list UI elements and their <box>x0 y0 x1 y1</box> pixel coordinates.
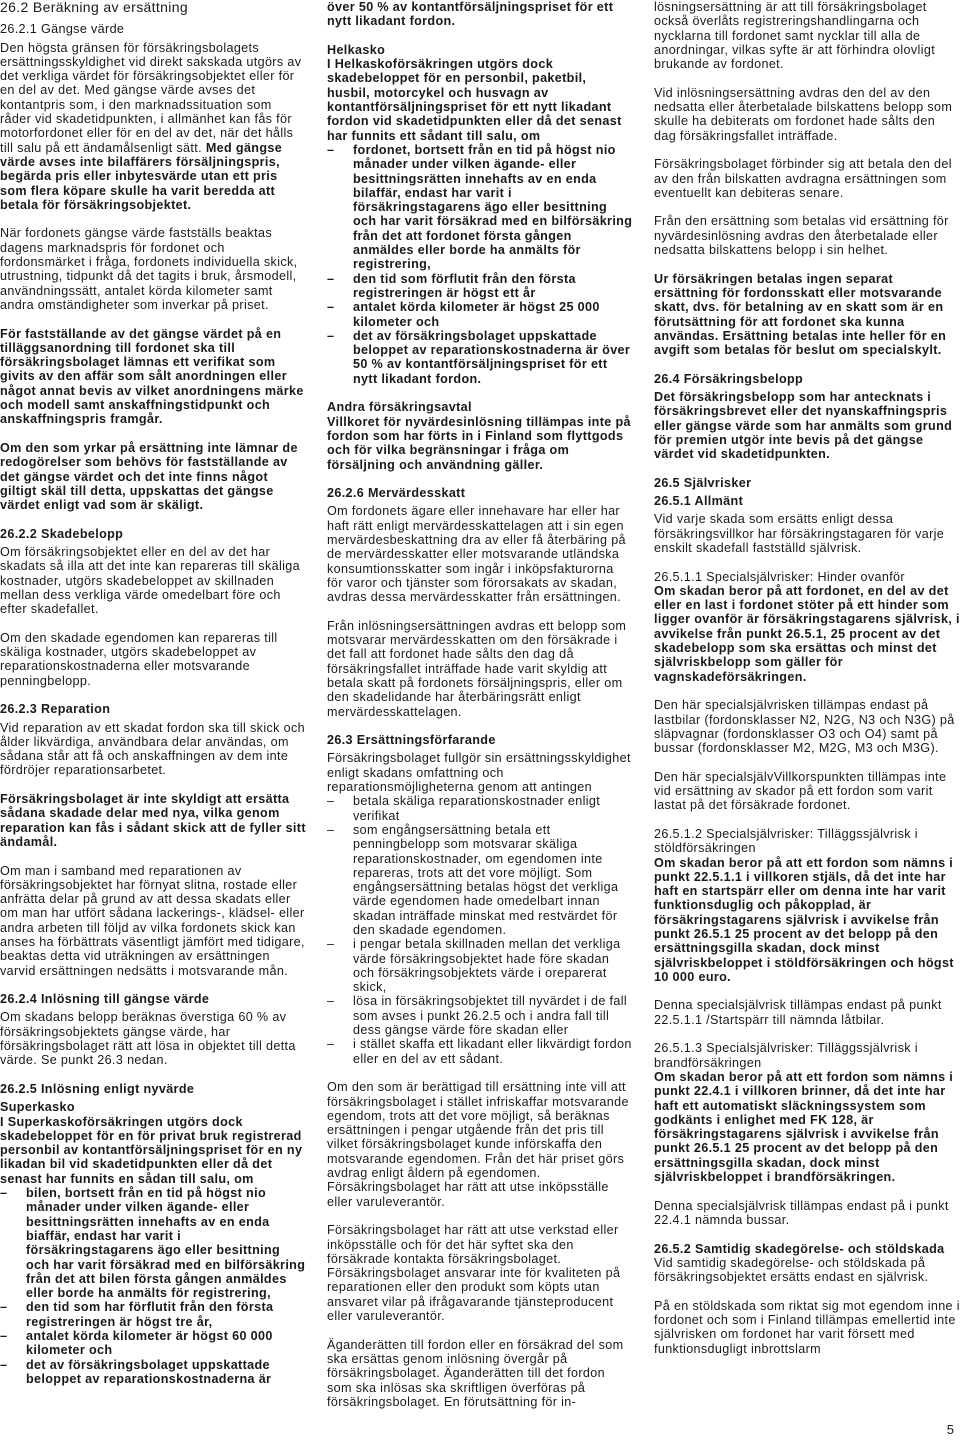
paragraph-skadebelopp-1: Om försäkringsobjektet eller en del av det har skadats så illa att det inte kan repareras till skäliga kostnader, utgörs skadebeloppet av skillnaden mellan dess verkliga värde omedelbart före och efter skadefallet. <box>0 544 300 617</box>
paragraph-lastat-fordon: Den här specialsjälvVillkorspunkten tillämpas inte vid ersättning av skador på ett fordon som varit lastat på det försäkrade fordonet. <box>654 769 947 813</box>
list-item: – i pengar betala skillnaden mellan det verkliga värde försäkringsobjektet hade före skadan och försäkringsobjektets värde i oreparerat skick, <box>327 937 633 994</box>
heading-26-5-2: 26.5.2 Samtidig skadegörelse- och stöldskada <box>654 1241 945 1256</box>
ersattning-options-list <box>327 794 633 1066</box>
paragraph-fordonsskatt: Ur försäkringen betalas ingen separat ersättning för fordonsskatt eller motsvarande skatt, dvs. för betalning av en skatt som är en förutsättning för att fordonet ska kunna användas. Ersättning betalas inte heller för en avgift som betalas för beslut om specialskylt. <box>654 271 947 358</box>
subheading-helkasko: Helkasko <box>327 42 386 57</box>
paragraph-aganderatt: Äganderätten till fordon eller en försäkrad del som ska ersättas genom inlösning övergår på försäkringsbolaget. Äganderätten till det fordon som ska inlösas ska skriftligen överföras på försäkringsbolaget. En förutsättning för in- <box>327 1337 624 1409</box>
subheading-superkasko: Superkasko <box>0 1100 75 1115</box>
heading-26-2-3: 26.2.3 Reparation <box>0 702 111 717</box>
paragraph-slackningssystem: Om skadan beror på att ett fordon som nämns i punkt 22.4.1 i villkoren brinner, då det inte har haft ett automatiskt släckningssystem som godkänts i enlighet med FK 128, är försäkringstagarens självrisk i avvikelse från punkt 26.5.1 25 procent av det belopp på den ersättningsgilla skadan, dock minst självriskbeloppet i brandförsäkringen. <box>654 1069 954 1185</box>
paragraph-bussar: Denna specialsjälvrisk tillämpas endast på i punkt 22.4.1 nämnda bussar. <box>654 1198 949 1227</box>
paragraph-tillaggsanordning: För fastställande av det gängse värdet på en tilläggsanordning till fordonet ska till försäkringsbolaget lämnas ett verifikat som givits av den affär som sålt anordningen eller något annat bevis av vilket anordningens märke och modell samt anskaffningstidpunkt och anskaffningspris framgår. <box>0 326 304 427</box>
heading-26-5: 26.5 Självrisker <box>654 475 752 490</box>
paragraph-reparation-3: Om man i samband med reparationen av försäkringsobjektet har förnyat slitna, rostade eller anfrätta delar på grund av att dessa skadats eller om man har utfört sådana lackerings-, klädsel- eller andra arbeten till följd av vilka fordonets skick kan anses ha förbättrats väsentligt jämfört med tidigare, beaktas detta vid uträkningen av ersättningen varvid ersättningen nedsätts i motsvarande mån. <box>0 863 305 978</box>
paragraph-ersattningsforfarande: Försäkringsbolaget fullgör sin ersättningsskyldighet enligt skadans omfattning och reparationsmöjligheterna genom att antingen <box>327 751 631 795</box>
list-item: – den tid som har förflutit från den första registreringen är högst tre år, <box>0 1300 306 1329</box>
list-item: – det av försäkringsbolaget uppskattade beloppet av reparationskostnaderna är över 50 % av kontantförsäljningspriset för ett nytt likadant fordon. <box>327 329 633 386</box>
list-item: – antalet körda kilometer är högst 60 000 kilometer och <box>0 1329 306 1358</box>
paragraph-reparation-1: Vid reparation av ett skadat fordon ska till skick och ålder likvärdiga, användbara delar användas, om sådana står att få och anskaffningen av dem inte fördröjer reparationsarbetet. <box>0 720 305 778</box>
paragraph-startsparr: Om skadan beror på att ett fordon som nämns i punkt 22.5.1.1 i villkoren stjäls, då det inte har haft en startspärr eller om denna inte har varit funktionsduglig och påkopplad, är försäkringstagarens självrisk i avvikelse från punkt 26.5.1 25 procent av det belopp på den ersättningsgilla skadan, dock minst självriskbeloppet i stöldförsäkringen och högst 10 000 euro. <box>654 855 954 984</box>
paragraph-text: Den högsta gränsen för försäkringsbolagets ersättningsskyldighet vid direkt sakskada utgörs av det verkliga värdet för försäkringsobjektet eller för en del av det. Med gängse värde avses det kontantpris som, i den marknadssituation som råder vid skadetidpunkten, i allmänhet kan fås för motorfordonet eller för en del av det, när det hålls till salu på ett ändamålsenligt sätt. <box>0 40 302 155</box>
paragraph-bilskatt-3: Från den ersättning som betalas vid ersättning för nyvärdesinlösning avdras den återbetalade eller nedsatta bilskattens belopp i sin helhet. <box>654 214 949 258</box>
superkasko-conditions-list <box>0 1186 306 1386</box>
paragraph-continuation: över 50 % av kontantförsäljningspriset för ett nytt likadant fordon. <box>327 0 614 29</box>
paragraph-forsakringsbelopp: Det försäkringsbelopp som har antecknats i försäkringsbrevet eller det nyanskaffningspris eller gängse värde som har anmälts som grund för premien utgör inte bevis på det gängse värdet vid skadetidpunkten. <box>654 390 953 462</box>
paragraph-inlosning: Om skadans belopp beräknas överstiga 60 % av försäkringsobjektets gängse värde, har försäkringsbolaget rätt att lösa in objektet till detta värde. Se punkt 26.3 nedan. <box>0 1010 296 1068</box>
paragraph-sjalvrisk-allmant: Vid varje skada som ersätts enligt dessa försäkringsvillkor har försäkringstagaren för varje enskilt skadefall fastställd självrisk. <box>654 512 945 555</box>
paragraph-mervardesskatt-1: Om fordonets ägare eller innehavare har eller har haft rätt enligt mervärdesskattelagen att i sin egen mervärdesbeskattning dra av eller få återbäring på de mervärdesskatter eller motsvarande utländska konsumtionsskatter som ingår i inköpsfakturorna för varor och tjänster som förorsakats av skadan, avdras dessa mervärdesskatter från ersättningen. <box>327 504 626 605</box>
list-item: – i stället skaffa ett likadant eller likvärdigt fordon eller en del av ett sådant. <box>327 1037 633 1066</box>
paragraph-reparation-2: Försäkringsbolaget är inte skyldigt att ersätta sådana skadade delar med nya, vilka genom reparation kan fås i sådant skick att de fyller sitt ändamål. <box>0 792 306 849</box>
paragraph-gangse-varde <box>0 41 306 213</box>
list-item: – det av försäkringsbolaget uppskattade beloppet av reparationskostnaderna är <box>0 1358 306 1387</box>
paragraph-mervardesskatt-2: Från inlösningsersättningen avdras ett belopp som motsvarar mervärdesskatten om den försäkrade i det fall att fordonet hade sålts den dag då försäkringsfallet inträffade hade varit skyldig att betala skatt på fordonets försäljningspris, eller om den skadelidande har återbäringsrätt enligt mervärdesskattelagen. <box>327 618 627 719</box>
heading-26-5-1-3: 26.5.1.3 Specialsjälvrisker: Tilläggssjälvrisk i brandförsäkringen <box>654 1041 918 1070</box>
paragraph-stoldskada: På en stöldskada som riktat sig mot egendom inne i fordonet och som i Finland tillämpas emellertid inte självrisken om fordonet har varit försett med funktionsdugligt inbrottslarm <box>654 1298 960 1356</box>
paragraph-bilskatt-2: Försäkringsbolaget förbinder sig att betala den del av den från bilskatten avdragna ersättningen som eventuellt kan debiteras senare. <box>654 157 952 200</box>
heading-26-2-5: 26.2.5 Inlösning enligt nyvärde <box>0 1081 195 1096</box>
paragraph-andra-forsakringsavtal: Villkoret för nyvärdesinlösning tillämpas inte på fordon som har förts in i Finland som flyttgods och för vilka begränsningar i fråga om försäljning och användning gäller. <box>327 414 631 472</box>
heading-26-4: 26.4 Försäkringsbelopp <box>654 371 804 386</box>
heading-26-5-1-2: 26.5.1.2 Specialsjälvrisker: Tilläggssjälvrisk i stöldförsäkringen <box>654 826 918 856</box>
list-item: – antalet körda kilometer är högst 25 000 kilometer och <box>327 300 633 329</box>
list-item: – bilen, bortsett från en tid på högst nio månader under vilken ägande- eller besittningsrätten innehafts av en enda biaffär, endast har varit i försäkringstagarens ägo eller besittning och har varit försäkrad med en bilförsäkring från det att bilen första gången anmäldes eller borde ha anmälts för registrering, <box>0 1186 306 1300</box>
paragraph-helkasko: I Helkaskoförsäkringen utgörs dock skadebeloppet för en personbil, paketbil, husbil, motorcykel och husvagn av kontantförsäljningspriset för ett nytt likadant fordon vid skadetidpunkten eller då det senast har funnits ett sådant till salu, om <box>327 57 622 143</box>
paragraph-verkstad: Försäkringsbolaget har rätt att utse verkstad eller inköpsställe och för det här syftet ska den försäkrade kontakta försäkringsbolaget. Försäkringsbolaget ansvarar inte för kvaliteten på reparationen eller den produkt som köpts utan ansvaret vilar på ifrågavarande tjänsteproducent eller varuleverantör. <box>327 1223 621 1324</box>
section-heading-26-2: 26.2 Beräkning av ersättning <box>0 0 189 15</box>
list-item: – fordonet, bortsett från en tid på högst nio månader under vilken ägande- eller besittningsrätten innehafts av en enda bilaffär, endast har varit i försäkringstagarens ägo eller besittning och har varit försäkrad med en bilförsäkring från det att fordonet första gången anmäldes eller borde ha anmälts för registrering, <box>327 143 633 272</box>
paragraph-redogorelser: Om den som yrkar på ersättning inte lämnar de redogörelser som behövs för fastställande av det gängse värdet och det inte finns något giltigt skäl till detta, uppskattas det gängse värdet enligt vad som är skäligt. <box>0 440 298 513</box>
paragraph-lastbilar: Den här specialsjälvrisken tillämpas endast på lastbilar (fordonsklasser N2, N2G, N3 och N3G) på släpvagnar (fordonsklasser O3 och O4) samt på bussar (fordonsklasser M2, M2G, M3 och M3G). <box>654 698 955 756</box>
column-middle <box>327 0 633 1423</box>
paragraph-skadebelopp-2: Om den skadade egendomen kan repareras till skäliga kostnader, utgörs skadebeloppet av reparationskostnaderna eller motsvarande penningbelopp. <box>0 630 278 688</box>
heading-26-5-1-1: 26.5.1.1 Specialsjälvrisker: Hinder ovanför <box>654 569 905 584</box>
column-left <box>0 0 306 1401</box>
list-item: – som engångsersättning betala ett penningbelopp som motsvarar skäliga reparationskostnader, om egendomen inte repareras, trots att det vore möjligt. Som engångsersättning betalas högst det verkliga värde egendomen hade omedelbart innan skadan inträffade minskat med restvärdet för den skadade egendomen. <box>327 823 633 937</box>
list-item: – betala skäliga reparationskostnader enligt verifikat <box>327 794 633 823</box>
heading-26-2-1: 26.2.1 Gängse värde <box>0 22 125 37</box>
heading-26-5-1: 26.5.1 Allmänt <box>654 494 744 509</box>
paragraph-fastställande: När fordonets gängse värde fastställs beaktas dagens marknadspris för fordonet och fordonsmärket i fråga, fordonets individuella skick, utrustning, tidpunkt då det tagits i bruk, årsmodell, användningssätt, antalet körda kilometer samt andra omständigheter som inverkar på priset. <box>0 226 298 312</box>
list-item: – lösa in försäkringsobjektet till nyvärdet i de fall som avses i punkt 26.2.5 och i andra fall till dess gängse värde före skadan eller <box>327 994 633 1037</box>
paragraph-superkasko: I Superkaskoförsäkringen utgörs dock skadebeloppet för en för privat bruk registrerad personbil av kontantförsäljningspriset för en ny likadan bil vid skadetidpunkten eller då det senast har funnits en sådan till salu, om <box>0 1114 303 1186</box>
paragraph-hinder-ovanfor: Om skadan beror på att fordonet, en del av det eller en last i fordonet stöter på ett hinder som ligger ovanför är försäkringstagarens självrisk, i avvikelse från punkt 26.5.1, 25 procent av det skadebelopp som ska ersättas och minst det självriskbelopp som gäller för vagnskadeförsäkringen. <box>654 583 960 684</box>
column-right <box>654 0 960 1370</box>
helkasko-conditions-list <box>327 143 633 386</box>
heading-26-3: 26.3 Ersättningsförfarande <box>327 733 496 748</box>
paragraph-berattigad: Om den som är berättigad till ersättning inte vill att försäkringsbolaget i stället infriskaffar motsvarande egendom, trots att det vore möjligt, så beräknas ersättningen i pengar utgående från det pris till vilket försäkringsbolaget kunde införskaffa den motsvarande egendomen. Från det här priset görs avdrag enligt åldern på egendomen. Försäkringsbolaget har rätt att utse inköpsställe eller varuleverantör. <box>327 1080 629 1209</box>
paragraph-samtidig-skada: Vid samtidig skadegörelse- och stöldskada på försäkringsobjektet ersätts endast en självrisk. <box>654 1255 929 1285</box>
heading-26-2-2: 26.2.2 Skadebelopp <box>0 526 124 541</box>
paragraph-bold-text: Med gängse värde avses inte bilaffärers försäljningspris, begärda pris eller inbytesvärde utan ett pris som flera köpare skulle ha varit beredda att betala för försäkringsobjektet. <box>0 140 283 212</box>
heading-26-2-4: 26.2.4 Inlösning till gängse värde <box>0 992 210 1007</box>
subheading-andra-forsakringsavtal: Andra försäkringsavtal <box>327 400 472 415</box>
paragraph-startsparr-tillampning: Denna specialsjälvrisk tillämpas endast på punkt 22.5.1.1 /Startspärr till nämnda låtbilar. <box>654 998 942 1027</box>
list-item: – den tid som förflutit från den första registreringen är högst ett år <box>327 272 633 301</box>
paragraph-bilskatt-1: Vid inlösningsersättning avdras den del av den nedsatta eller återbetalade bilskattens belopp som skulle ha debiterats om fordonet hade sålts den dag försäkringsfallet inträffade. <box>654 85 953 143</box>
page-number: 5 <box>946 1421 954 1437</box>
paragraph-inlosningsersattning: lösningsersättning är att till försäkringsbolaget också överlåts registreringshandlingarna och nycklarna till fordonet samt nycklar till alla de anordningar, vilkas syfte är att förhindra olovligt brukande av fordonet. <box>654 0 936 72</box>
heading-26-2-6: 26.2.6 Mervärdesskatt <box>327 486 466 501</box>
